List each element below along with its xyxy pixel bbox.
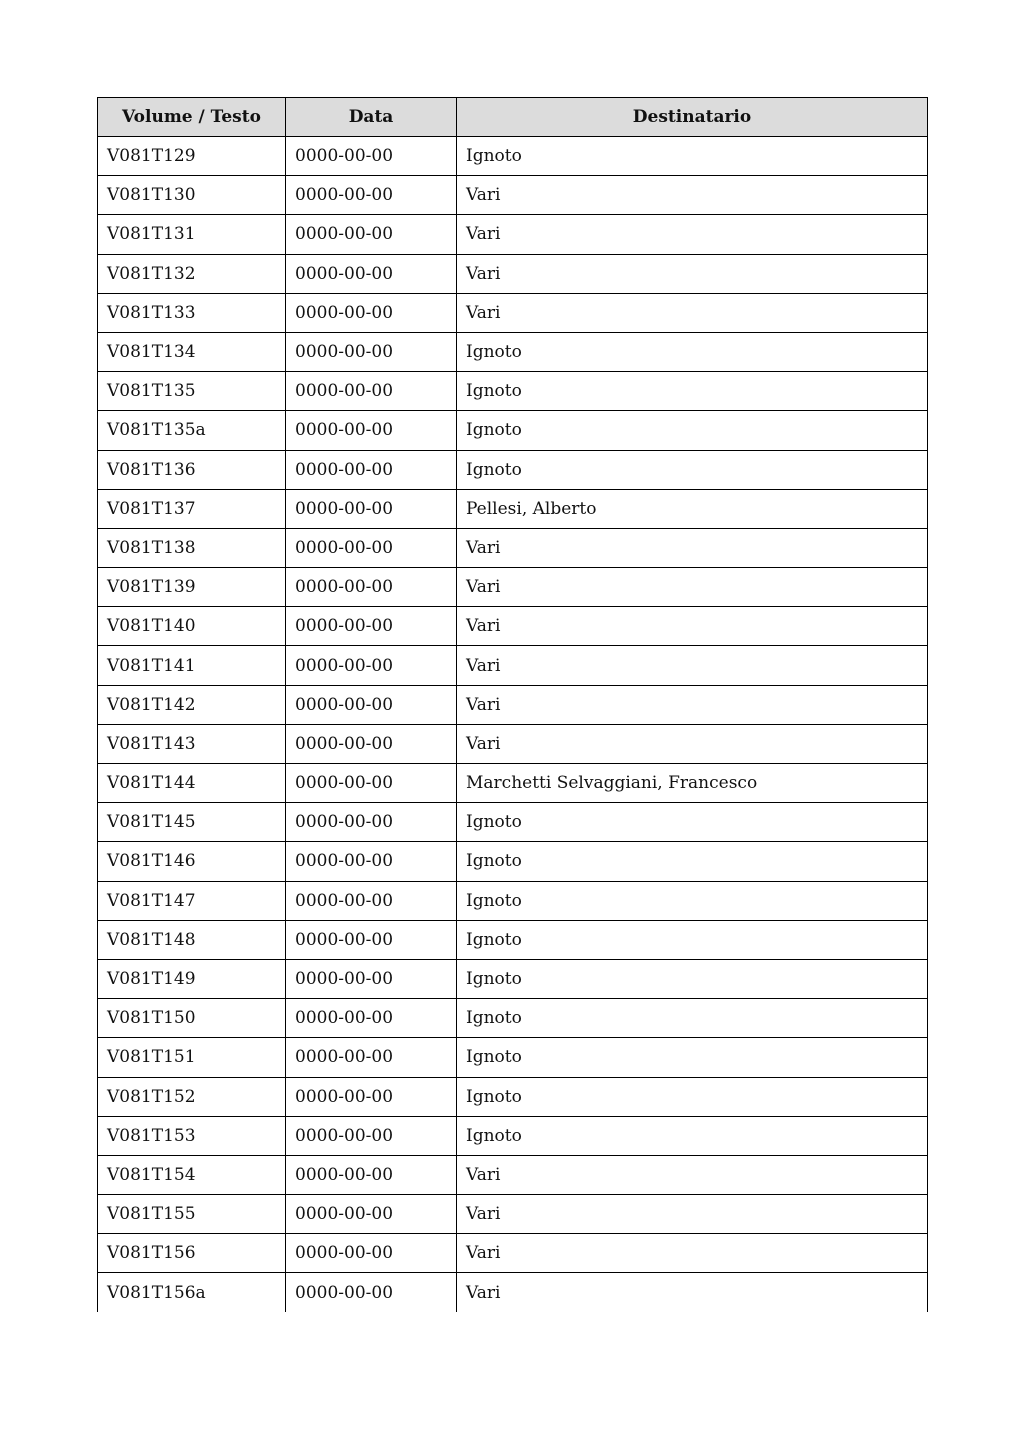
cell-destinatario: Ignoto xyxy=(457,450,928,489)
table-row xyxy=(98,372,928,411)
cell-volume-testo: V081T156a xyxy=(98,1273,286,1312)
table-row xyxy=(98,920,928,959)
cell-destinatario: Vari xyxy=(457,685,928,724)
cell-destinatario: Ignoto xyxy=(457,920,928,959)
table-row xyxy=(98,881,928,920)
cell-data: 0000-00-00 xyxy=(286,137,457,176)
cell-data: 0000-00-00 xyxy=(286,372,457,411)
table-row xyxy=(98,1116,928,1155)
cell-volume-testo: V081T132 xyxy=(98,254,286,293)
cell-volume-testo: V081T135 xyxy=(98,372,286,411)
cell-volume-testo: V081T156 xyxy=(98,1234,286,1273)
table-row xyxy=(98,1038,928,1077)
cell-volume-testo: V081T149 xyxy=(98,959,286,998)
table-row xyxy=(98,685,928,724)
table-row xyxy=(98,137,928,176)
cell-volume-testo: V081T134 xyxy=(98,332,286,371)
cell-data: 0000-00-00 xyxy=(286,411,457,450)
cell-data: 0000-00-00 xyxy=(286,842,457,881)
cell-data: 0000-00-00 xyxy=(286,764,457,803)
cell-destinatario: Ignoto xyxy=(457,137,928,176)
cell-data: 0000-00-00 xyxy=(286,215,457,254)
table-row xyxy=(98,999,928,1038)
records-table xyxy=(97,97,928,1312)
cell-destinatario: Vari xyxy=(457,1155,928,1194)
cell-destinatario: Ignoto xyxy=(457,881,928,920)
table-row xyxy=(98,293,928,332)
cell-data: 0000-00-00 xyxy=(286,1038,457,1077)
cell-volume-testo: V081T130 xyxy=(98,176,286,215)
cell-destinatario: Vari xyxy=(457,293,928,332)
cell-data: 0000-00-00 xyxy=(286,254,457,293)
cell-destinatario: Ignoto xyxy=(457,959,928,998)
table-row xyxy=(98,959,928,998)
cell-data: 0000-00-00 xyxy=(286,999,457,1038)
cell-destinatario: Vari xyxy=(457,646,928,685)
cell-volume-testo: V081T133 xyxy=(98,293,286,332)
table-row xyxy=(98,411,928,450)
cell-volume-testo: V081T153 xyxy=(98,1116,286,1155)
cell-volume-testo: V081T141 xyxy=(98,646,286,685)
cell-volume-testo: V081T143 xyxy=(98,724,286,763)
cell-destinatario: Ignoto xyxy=(457,332,928,371)
cell-data: 0000-00-00 xyxy=(286,1077,457,1116)
table-row xyxy=(98,1234,928,1273)
cell-destinatario: Ignoto xyxy=(457,411,928,450)
cell-data: 0000-00-00 xyxy=(286,881,457,920)
table-row xyxy=(98,1273,928,1312)
cell-volume-testo: V081T142 xyxy=(98,685,286,724)
cell-data: 0000-00-00 xyxy=(286,1195,457,1234)
cell-data: 0000-00-00 xyxy=(286,724,457,763)
cell-volume-testo: V081T135a xyxy=(98,411,286,450)
cell-volume-testo: V081T150 xyxy=(98,999,286,1038)
cell-data: 0000-00-00 xyxy=(286,568,457,607)
cell-data: 0000-00-00 xyxy=(286,293,457,332)
cell-volume-testo: V081T155 xyxy=(98,1195,286,1234)
cell-destinatario: Vari xyxy=(457,176,928,215)
cell-destinatario: Ignoto xyxy=(457,1077,928,1116)
column-header-data: Data xyxy=(286,98,457,137)
cell-destinatario: Vari xyxy=(457,1195,928,1234)
cell-data: 0000-00-00 xyxy=(286,646,457,685)
cell-volume-testo: V081T147 xyxy=(98,881,286,920)
cell-data: 0000-00-00 xyxy=(286,607,457,646)
table-row xyxy=(98,607,928,646)
cell-volume-testo: V081T129 xyxy=(98,137,286,176)
table-row xyxy=(98,803,928,842)
table-row xyxy=(98,568,928,607)
cell-data: 0000-00-00 xyxy=(286,1116,457,1155)
cell-destinatario: Vari xyxy=(457,724,928,763)
table-row xyxy=(98,724,928,763)
cell-destinatario: Ignoto xyxy=(457,1116,928,1155)
cell-data: 0000-00-00 xyxy=(286,528,457,567)
cell-destinatario: Vari xyxy=(457,528,928,567)
cell-data: 0000-00-00 xyxy=(286,1273,457,1312)
cell-data: 0000-00-00 xyxy=(286,959,457,998)
cell-destinatario: Ignoto xyxy=(457,842,928,881)
column-header-volume-testo: Volume / Testo xyxy=(98,98,286,137)
cell-volume-testo: V081T151 xyxy=(98,1038,286,1077)
column-header-destinatario: Destinatario xyxy=(457,98,928,137)
table-row xyxy=(98,764,928,803)
cell-data: 0000-00-00 xyxy=(286,1155,457,1194)
table-row xyxy=(98,332,928,371)
cell-volume-testo: V081T145 xyxy=(98,803,286,842)
cell-volume-testo: V081T148 xyxy=(98,920,286,959)
cell-destinatario: Ignoto xyxy=(457,1038,928,1077)
cell-volume-testo: V081T140 xyxy=(98,607,286,646)
cell-data: 0000-00-00 xyxy=(286,1234,457,1273)
table-row xyxy=(98,254,928,293)
cell-destinatario: Ignoto xyxy=(457,372,928,411)
cell-destinatario: Marchetti Selvaggiani, Francesco xyxy=(457,764,928,803)
cell-volume-testo: V081T138 xyxy=(98,528,286,567)
cell-destinatario: Ignoto xyxy=(457,999,928,1038)
cell-data: 0000-00-00 xyxy=(286,685,457,724)
table-row xyxy=(98,489,928,528)
cell-destinatario: Vari xyxy=(457,607,928,646)
table-row xyxy=(98,450,928,489)
cell-volume-testo: V081T152 xyxy=(98,1077,286,1116)
table-row xyxy=(98,646,928,685)
cell-destinatario: Vari xyxy=(457,1273,928,1312)
cell-data: 0000-00-00 xyxy=(286,332,457,371)
cell-data: 0000-00-00 xyxy=(286,176,457,215)
table-row xyxy=(98,176,928,215)
cell-destinatario: Vari xyxy=(457,215,928,254)
cell-volume-testo: V081T154 xyxy=(98,1155,286,1194)
cell-data: 0000-00-00 xyxy=(286,489,457,528)
table-row xyxy=(98,842,928,881)
cell-destinatario: Vari xyxy=(457,254,928,293)
cell-destinatario: Vari xyxy=(457,1234,928,1273)
cell-volume-testo: V081T136 xyxy=(98,450,286,489)
cell-volume-testo: V081T137 xyxy=(98,489,286,528)
cell-destinatario: Pellesi, Alberto xyxy=(457,489,928,528)
table-row xyxy=(98,215,928,254)
header-row xyxy=(98,98,928,137)
cell-data: 0000-00-00 xyxy=(286,803,457,842)
table-row xyxy=(98,1155,928,1194)
cell-destinatario: Vari xyxy=(457,568,928,607)
cell-volume-testo: V081T144 xyxy=(98,764,286,803)
table-row xyxy=(98,1077,928,1116)
cell-volume-testo: V081T139 xyxy=(98,568,286,607)
cell-data: 0000-00-00 xyxy=(286,450,457,489)
cell-volume-testo: V081T131 xyxy=(98,215,286,254)
table-body xyxy=(98,137,928,1313)
table-row xyxy=(98,528,928,567)
cell-data: 0000-00-00 xyxy=(286,920,457,959)
cell-volume-testo: V081T146 xyxy=(98,842,286,881)
table-header xyxy=(98,98,928,137)
cell-destinatario: Ignoto xyxy=(457,803,928,842)
table-row xyxy=(98,1195,928,1234)
